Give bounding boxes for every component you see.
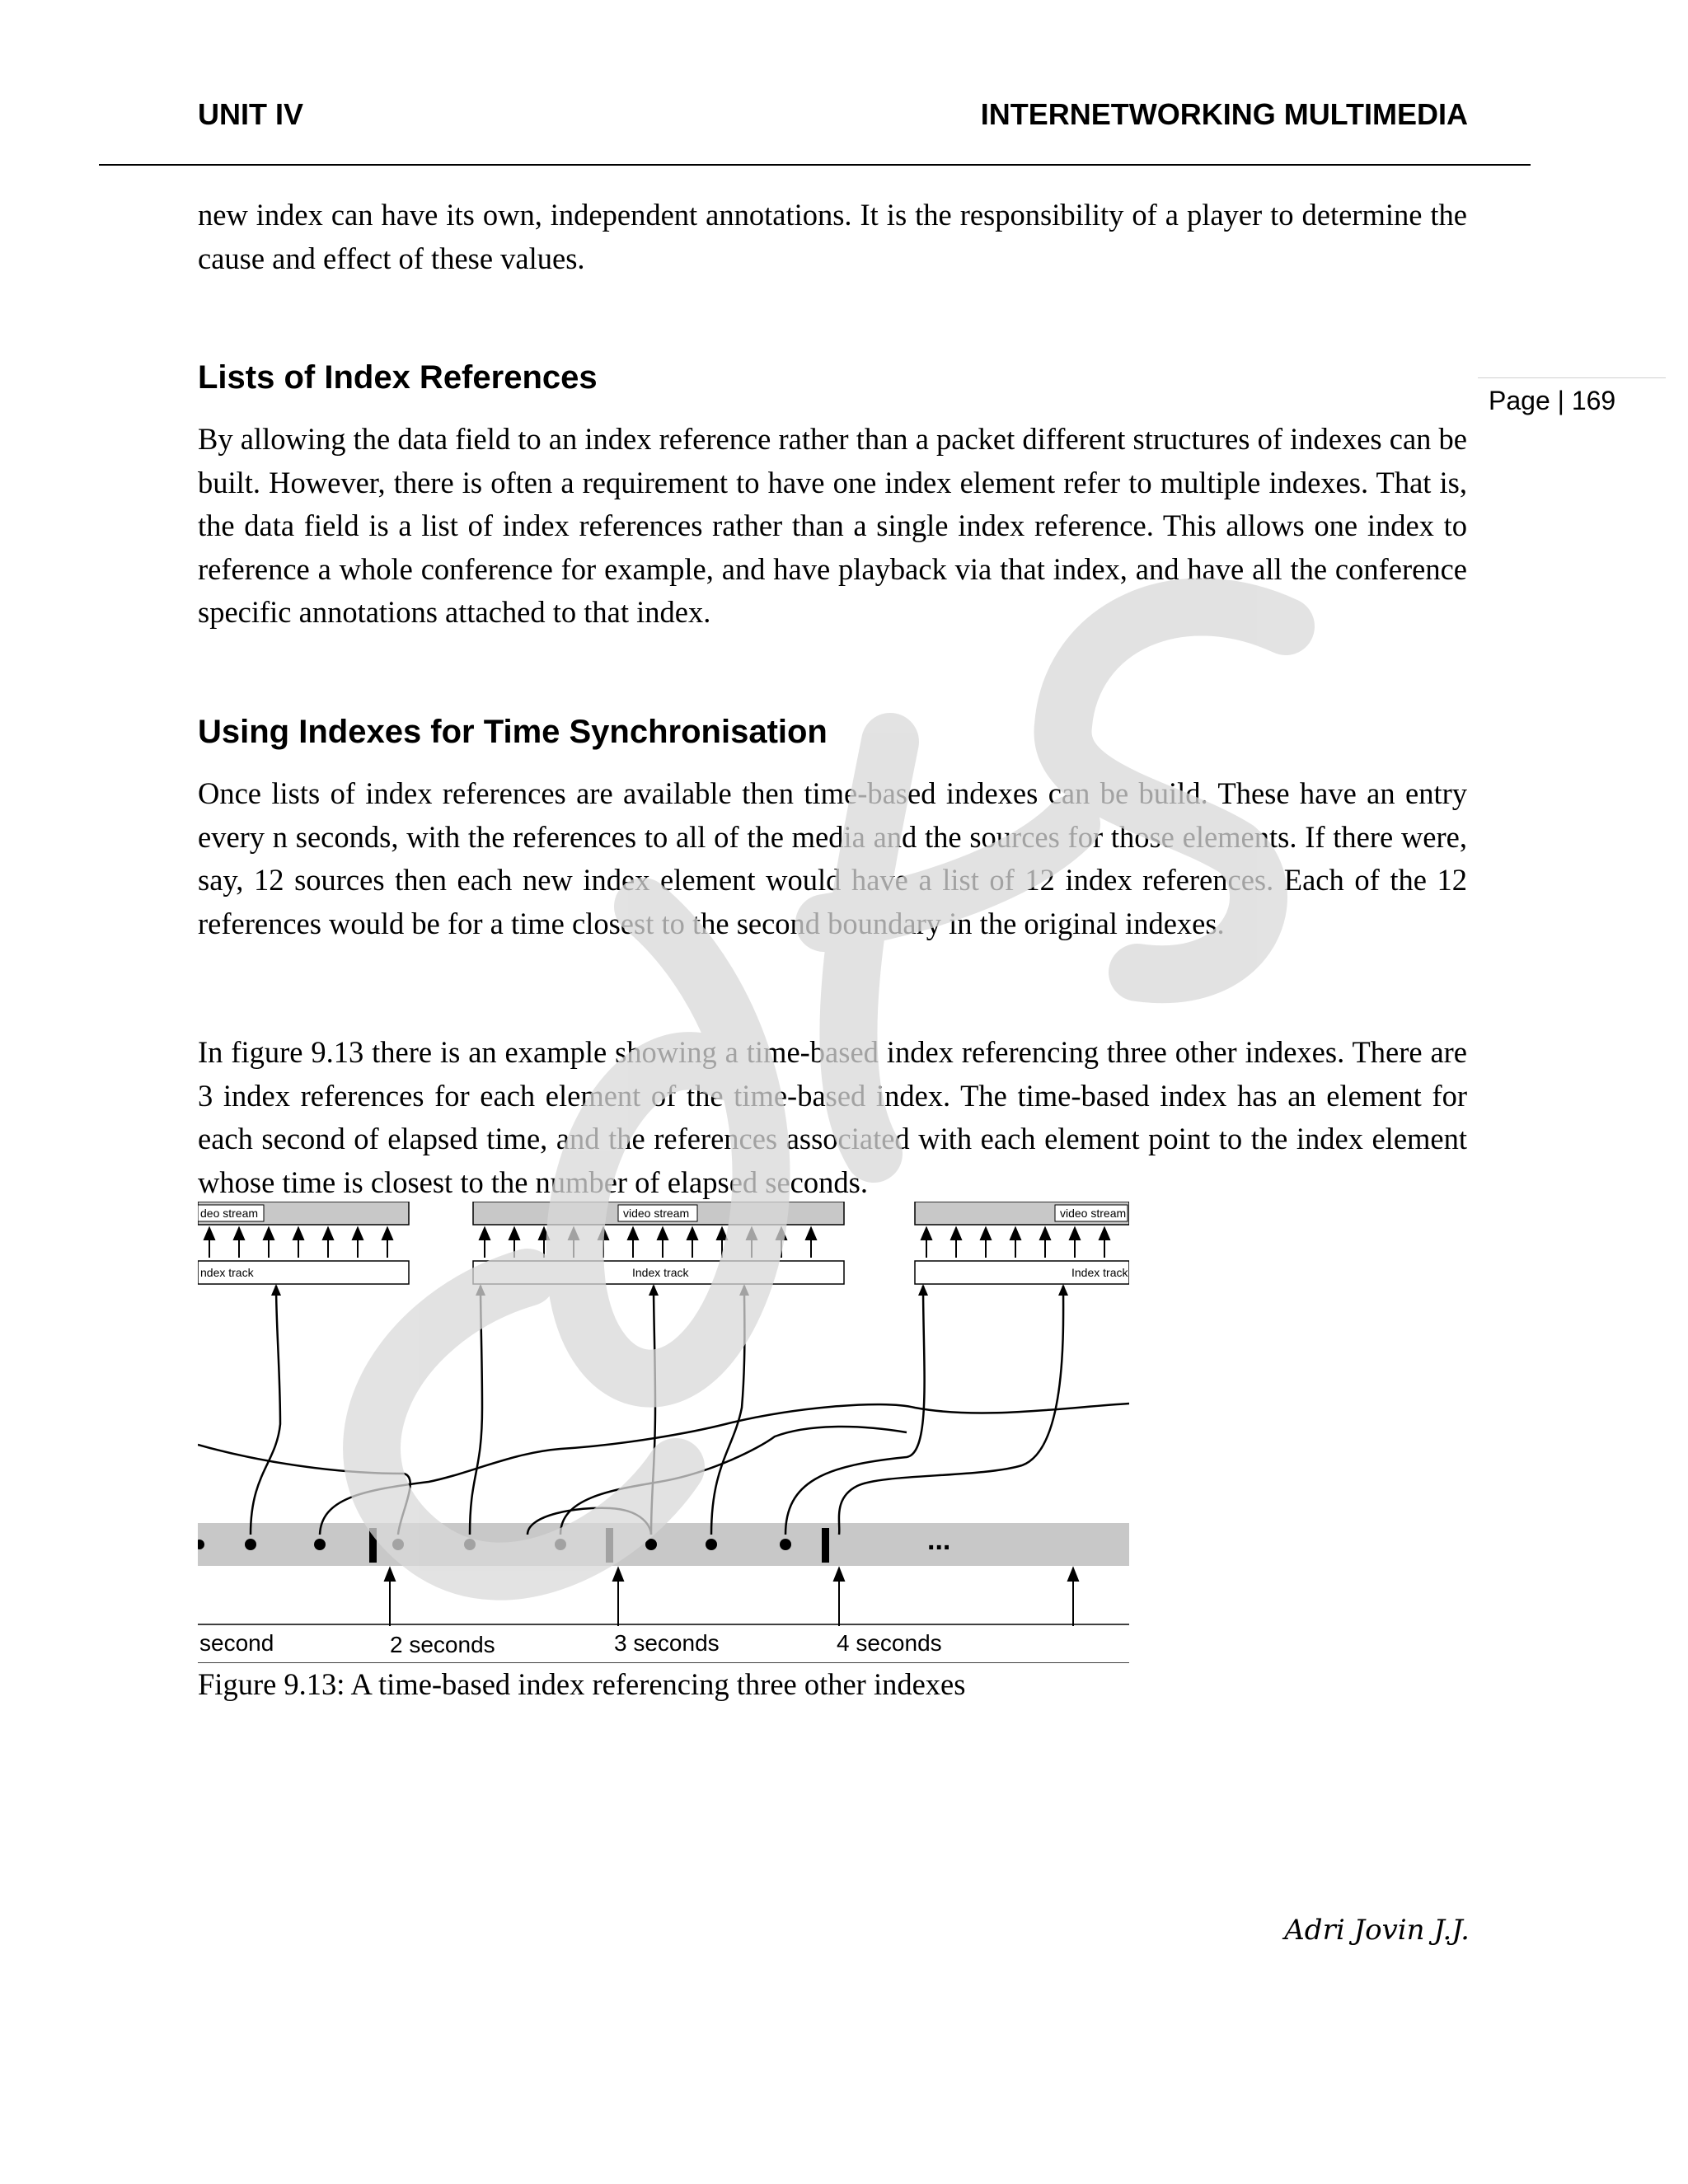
stream-box-3 — [915, 1202, 1129, 1284]
stream-arrows — [204, 1228, 1109, 1258]
sync-paragraph-2: In figure 9.13 there is an example showing a time-based index referencing three other indexes. There are 3 index references for each element of the time-based index. The time-based index has an element for each second of elapsed time, and the references associated with each element point to the index element whose time is closest to the number of elapsed seconds. — [198, 1035, 1467, 1199]
track-label-1: ndex track — [200, 1266, 254, 1279]
heading-lists-of-index-references: Lists of Index References — [198, 359, 598, 396]
second-marker-3 — [822, 1528, 829, 1563]
lists-paragraph: By allowing the data field to an index reference rather than a packet different structures of indexes can be built. However, there is often a requirement to have one index element refer to multiple indexes. That is, the data field is a list of index references rather than a single index reference. This allows one index to reference a whole conference for example, and have playback via that index, and have all the conference specific annotations attached to that index. — [198, 422, 1467, 629]
heading-time-synchronisation: Using Indexes for Time Synchronisation — [198, 714, 828, 750]
page-number: Page | 169 — [1489, 386, 1616, 415]
header-title: INTERNETWORKING MULTIMEDIA — [980, 97, 1468, 131]
stream-label-1: deo stream — [200, 1207, 259, 1220]
stream-box-2 — [473, 1202, 844, 1284]
figure-time-based-index — [198, 1202, 1129, 1663]
time-arrows — [385, 1568, 1078, 1626]
track-arrowheads — [271, 1284, 1068, 1296]
timeline-bar — [198, 1523, 1129, 1566]
header-unit: UNIT IV — [198, 97, 304, 131]
page-number-rule — [1478, 377, 1666, 378]
second-marker-2 — [606, 1528, 613, 1563]
time-label-4: 4 seconds — [837, 1630, 942, 1656]
figure-caption: Figure 9.13: A time-based index referencing three other indexes — [198, 1667, 966, 1701]
stream-box-1 — [198, 1202, 409, 1284]
intro-paragraph: new index can have its own, independent annotations. It is the responsibility of a player to determine the cause and effect of these values. — [198, 198, 1467, 275]
time-label-3: 3 seconds — [614, 1630, 720, 1656]
track-label-3: Index track — [1071, 1266, 1128, 1279]
second-marker-1 — [369, 1528, 377, 1563]
time-label-1: second — [199, 1630, 274, 1656]
stream-label-3: video stream — [1060, 1207, 1127, 1220]
time-label-2: 2 seconds — [390, 1632, 495, 1657]
stream-label-2: video stream — [623, 1207, 690, 1220]
reference-curves — [198, 1286, 1129, 1535]
timeline-ellipsis: ... — [927, 1525, 951, 1556]
sync-paragraph-1: Once lists of index references are available then time-based indexes can be build. These have an entry every n seconds, with the references to all of the media and the sources for those elements. If there were, say, 12 sources then each new index element would have a list of 12 index references. Each of the 12 references would be for a time closest to the second boundary in the original indexes. — [198, 776, 1467, 940]
track-label-2: Index track — [632, 1266, 689, 1279]
header-rule — [99, 164, 1531, 166]
author-signature: Adri Jovin J.J. — [1284, 1914, 1470, 1947]
